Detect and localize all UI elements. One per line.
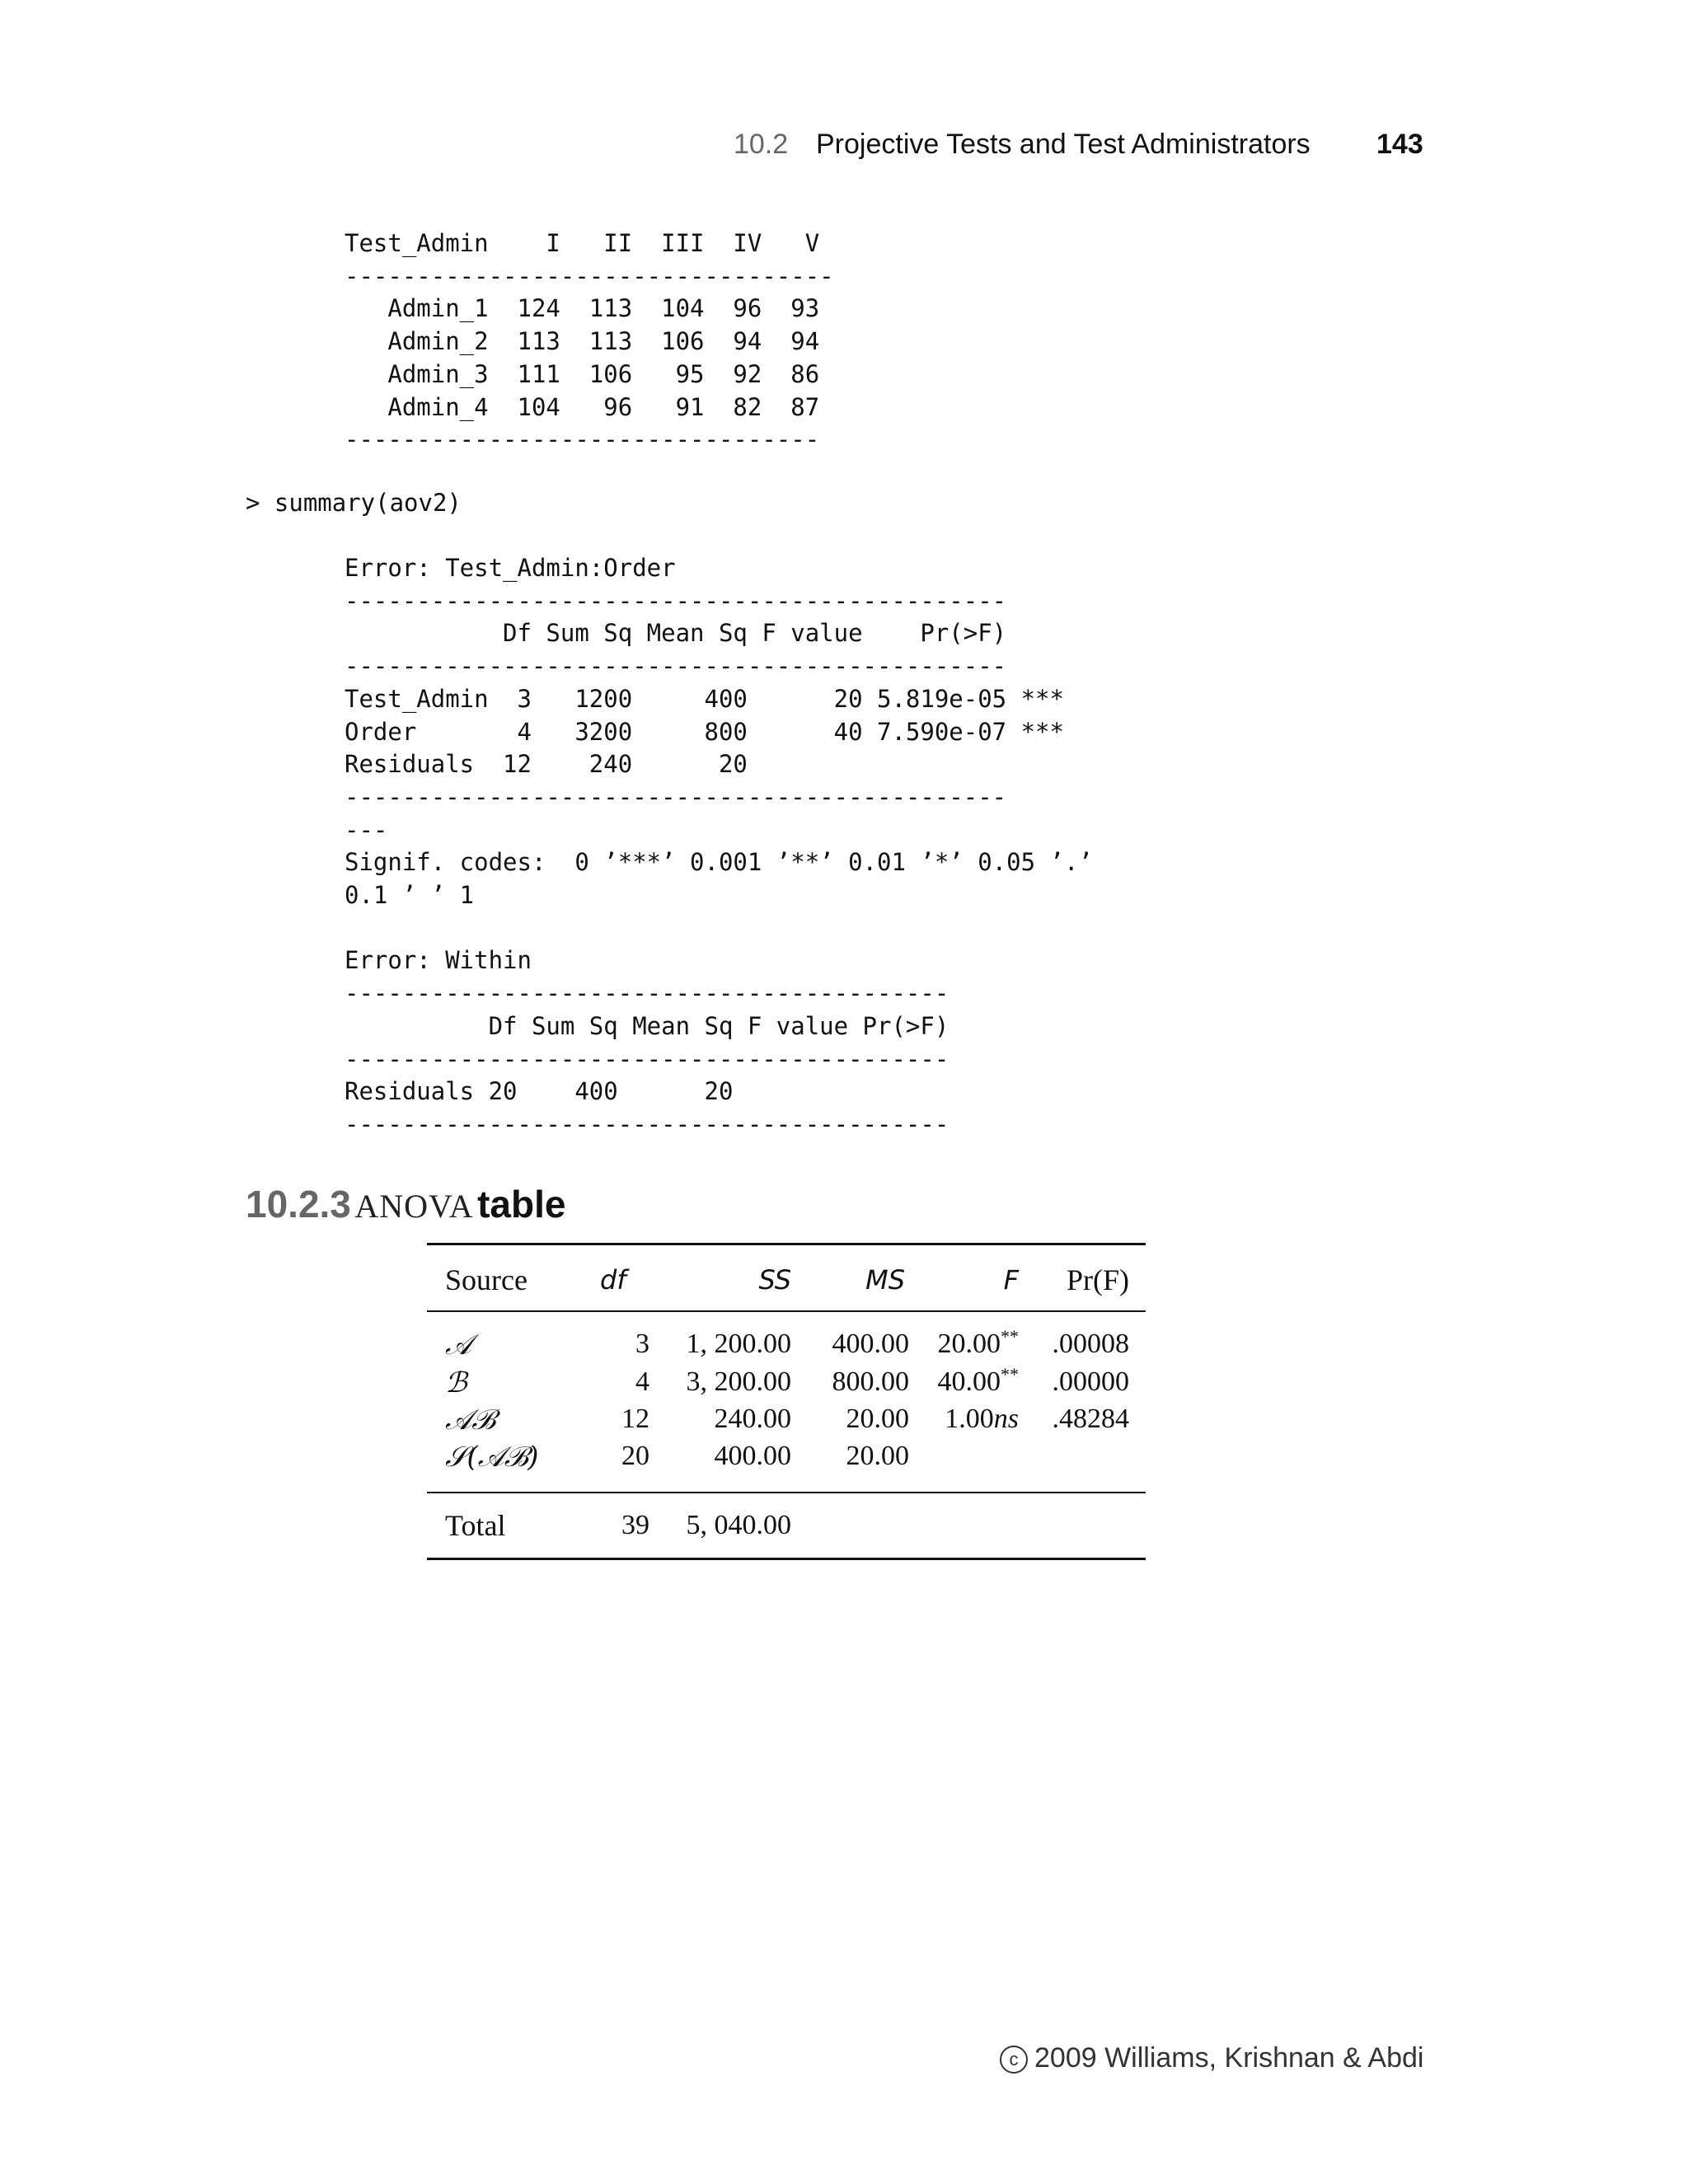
code-line: Test_Admin 3 1200 400 20 5.819e-05 ***: [345, 684, 1064, 713]
code-line-blank: [345, 912, 1093, 945]
code-line: ----------------------------------------------: [345, 652, 1007, 681]
code-line: Residuals 20 400 20: [345, 1077, 734, 1106]
row-pr: .00000: [1052, 1366, 1129, 1397]
section-heading-word-anova: ANOVA: [354, 1188, 474, 1225]
code-line: ------------------------------------------: [345, 979, 950, 1008]
row-df: 3: [635, 1329, 649, 1359]
header-ms: MS: [865, 1264, 905, 1296]
significance-mark: **: [1001, 1326, 1019, 1347]
code-line: Error: Within: [345, 946, 532, 975]
row-pr: .00008: [1052, 1329, 1129, 1359]
table-total-rule: [427, 1492, 1146, 1493]
code-line: Error: Test_Admin:Order: [345, 554, 676, 582]
section-heading-number: 10.2.3: [246, 1183, 351, 1226]
code-line: Admin_1 124 113 104 96 93: [345, 294, 820, 323]
total-label: Total: [445, 1509, 506, 1542]
code-line: Signif. codes: 0 ’***’ 0.001 ’**’ 0.01 ’*’ 0.05 ’.’: [345, 848, 1093, 877]
significance-mark: **: [1001, 1364, 1019, 1385]
code-line: ------------------------------------------: [345, 1044, 950, 1073]
row-pr: .48284: [1052, 1404, 1129, 1434]
row-ms: 400.00: [832, 1329, 909, 1359]
row-f: 20.00**: [937, 1326, 1019, 1359]
row-ss: 1, 200.00: [686, 1329, 791, 1359]
code-block-admin-table: [345, 227, 834, 457]
copyright-icon: c: [1000, 2046, 1028, 2074]
code-command: [246, 487, 462, 520]
total-ss: 5, 040.00: [686, 1510, 791, 1540]
header-pr: Pr(F): [1066, 1263, 1129, 1296]
code-line: Test_Admin I II III IV V: [345, 229, 820, 257]
row-df: 4: [635, 1366, 649, 1397]
code-line: Admin_2 113 113 106 94 94: [345, 327, 820, 356]
code-line: Residuals 12 240 20: [345, 750, 748, 779]
running-header-section-number: 10.2: [734, 129, 789, 160]
header-source: Source: [445, 1263, 528, 1296]
row-ss: 3, 200.00: [686, 1366, 791, 1397]
row-ss: 240.00: [714, 1404, 791, 1434]
code-line: Df Sum Sq Mean Sq F value Pr(>F): [345, 619, 1007, 648]
copyright-text: 2009 Williams, Krishnan & Abdi: [1034, 2042, 1424, 2074]
row-source: 𝒜: [445, 1329, 472, 1361]
code-line: ---: [345, 815, 388, 844]
code-line: ----------------------------------------------: [345, 782, 1007, 811]
row-f: 40.00**: [937, 1364, 1019, 1397]
row-df: 20: [621, 1441, 649, 1471]
code-line: Df Sum Sq Mean Sq F value Pr(>F): [345, 1011, 950, 1040]
row-ms: 20.00: [846, 1441, 909, 1471]
copyright-footer: [1000, 2042, 1423, 2075]
code-line: ------------------------------------------: [345, 1109, 950, 1138]
total-df: 39: [621, 1510, 649, 1540]
code-line: ---------------------------------: [345, 425, 820, 454]
header-ss: SS: [758, 1264, 791, 1296]
row-source: 𝒜ℬ: [445, 1404, 495, 1436]
row-source: ℬ: [445, 1366, 467, 1399]
row-df: 12: [621, 1404, 649, 1434]
section-heading-word-table: table: [477, 1183, 566, 1226]
code-line: ----------------------------------------------: [345, 586, 1007, 615]
row-source: 𝒮(𝒜ℬ): [445, 1441, 539, 1474]
code-line: Order 4 3200 800 40 7.590e-07 ***: [345, 717, 1064, 746]
row-ms: 800.00: [832, 1366, 909, 1397]
page-number: 143: [1376, 129, 1423, 160]
table-header-rule: [427, 1310, 1146, 1312]
table-top-rule: [427, 1243, 1146, 1245]
row-ss: 400.00: [714, 1441, 791, 1471]
significance-mark: ns: [993, 1404, 1019, 1434]
row-f: 1.00ns: [945, 1404, 1019, 1434]
code-line: Admin_3 111 106 95 92 86: [345, 359, 820, 388]
running-header-title: Projective Tests and Test Administrators: [816, 129, 1311, 160]
header-f: F: [1003, 1264, 1019, 1296]
code-line: ----------------------------------: [345, 261, 834, 290]
section-heading: [246, 1182, 565, 1226]
code-line: Admin_4 104 96 91 82 87: [345, 392, 820, 421]
code-line: > summary(aov2): [246, 489, 462, 517]
row-ms: 20.00: [846, 1404, 909, 1434]
table-bottom-rule: [427, 1558, 1146, 1560]
header-df: df: [600, 1264, 626, 1296]
code-block-aov-summary: [345, 552, 1093, 1141]
code-line: 0.1 ’ ’ 1: [345, 881, 475, 910]
